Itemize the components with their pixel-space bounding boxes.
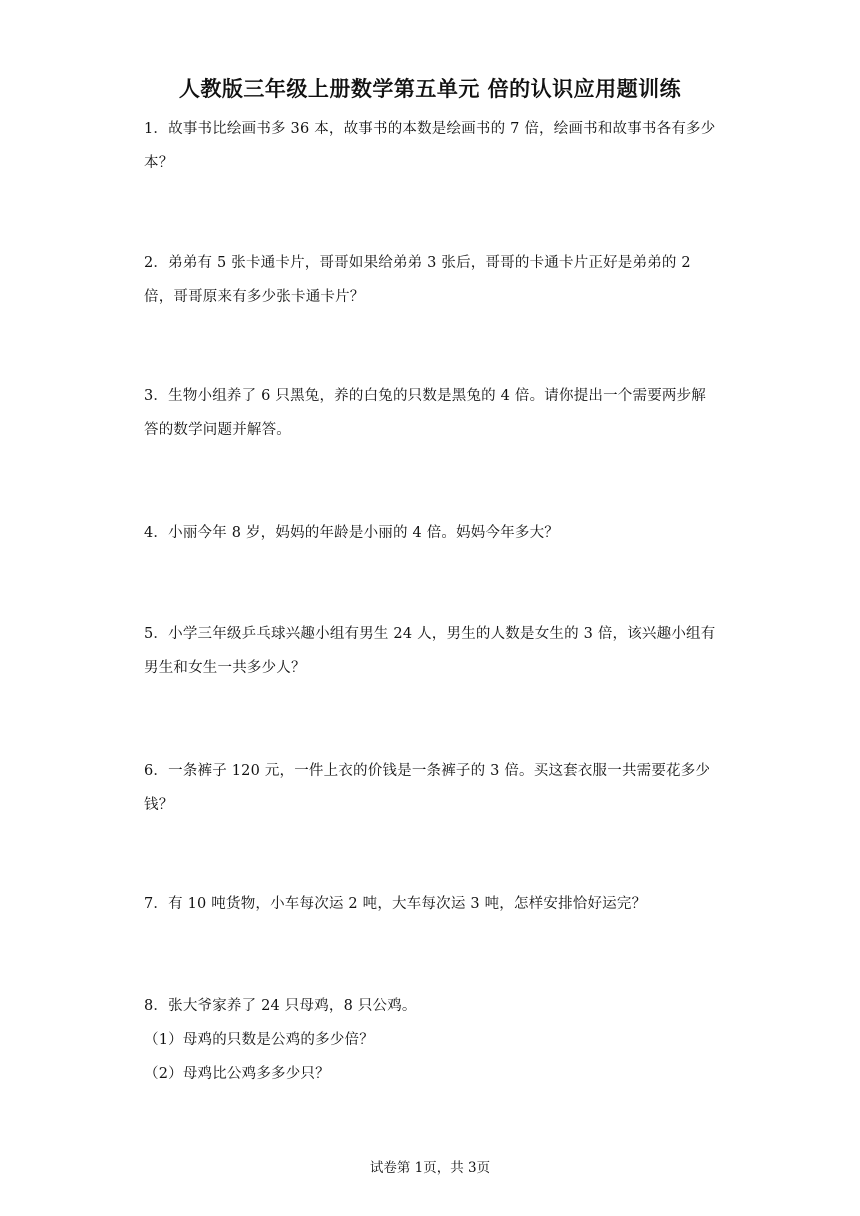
question-text: 5．小学三年级乒乓球兴趣小组有男生 24 人，男生的人数是女生的 3 倍，该兴趣小组有男生和女生一共多少人？ xyxy=(144,626,716,676)
sub-question-2: （2）母鸡比公鸡多多少只？ xyxy=(144,1066,330,1082)
question-3 xyxy=(144,379,720,447)
question-text: 4．小丽今年 8 岁，妈妈的年龄是小丽的 4 倍。妈妈今年多大？ xyxy=(144,525,560,541)
question-text: 6．一条裤子 120 元，一件上衣的价钱是一条裤子的 3 倍。买这套衣服一共需要花多少钱？ xyxy=(144,763,711,813)
question-text: 2．弟弟有 5 张卡通卡片，哥哥如果给弟弟 3 张后，哥哥的卡通卡片正好是弟弟的 2 倍，哥哥原来有多少张卡通卡片？ xyxy=(144,255,691,305)
question-text: 3．生物小组养了 6 只黑兔，养的白兔的只数是黑兔的 4 倍。请你提出一个需要两步解答的数学问题并解答。 xyxy=(144,388,707,438)
question-2 xyxy=(144,246,720,314)
question-5 xyxy=(144,617,720,685)
question-6 xyxy=(144,754,720,822)
sub-question-1: （1）母鸡的只数是公鸡的多少倍？ xyxy=(144,1032,374,1048)
question-4 xyxy=(144,516,720,550)
page-title: 人教版三年级上册数学第五单元 倍的认识应用题训练 xyxy=(178,77,682,101)
question-text: 1．故事书比绘画书多 36 本，故事书的本数是绘画书的 7 倍，绘画书和故事书各有多少本？ xyxy=(144,121,716,171)
page-footer: 试卷第 1页，共 3页 xyxy=(369,1160,491,1176)
question-7 xyxy=(144,887,720,921)
question-text: 7．有 10 吨货物，小车每次运 2 吨，大车每次运 3 吨，怎样安排恰好运完？ xyxy=(144,896,647,912)
question-text: 8．张大爷家养了 24 只母鸡，8 只公鸡。 xyxy=(144,998,417,1014)
question-8 xyxy=(144,989,720,1091)
question-1 xyxy=(144,112,720,180)
